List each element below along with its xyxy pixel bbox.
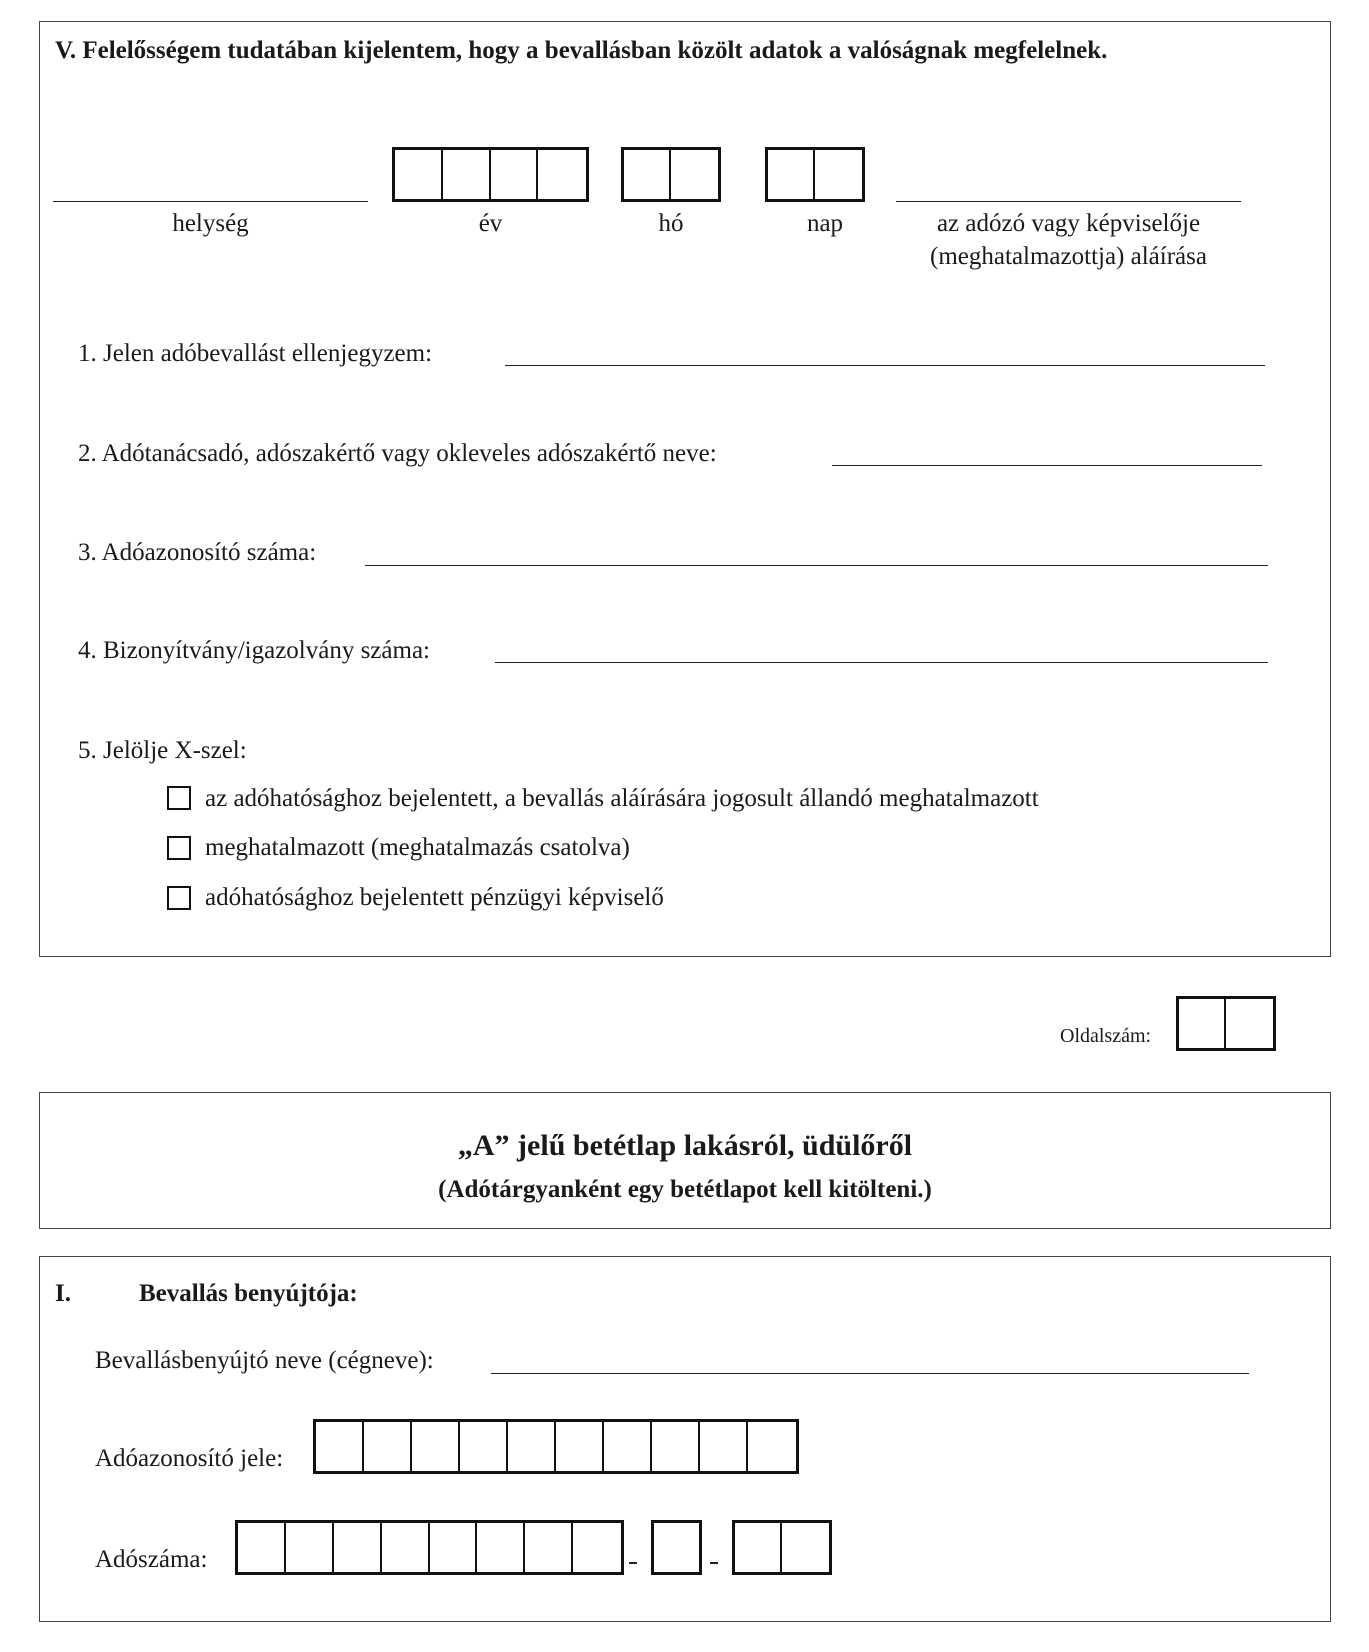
advisor-tax-id-label: 3. Adóazonosító száma: [78, 539, 317, 566]
day-boxes[interactable] [765, 147, 865, 202]
signature-label [896, 208, 1241, 273]
day-label: nap [806, 210, 844, 237]
year-boxes[interactable] [392, 147, 589, 202]
advisor-tax-id-field[interactable] [365, 565, 1268, 566]
authorized-representative-label: meghatalmazott (meghatalmazás csatolva) [205, 834, 630, 861]
certificate-number-label: 4. Bizonyítvány/igazolvány száma: [78, 637, 430, 664]
sheet-subtitle: (Adótárgyanként egy betétlapot kell kitölteni.) [438, 1176, 932, 1203]
tax-number-county-boxes[interactable] [732, 1520, 832, 1575]
submitter-name-field[interactable] [491, 1373, 1249, 1374]
countersign-field[interactable] [505, 365, 1265, 366]
signature-field[interactable] [896, 201, 1241, 202]
financial-representative-checkbox[interactable] [167, 886, 191, 910]
tax-number-main-boxes[interactable] [235, 1520, 624, 1575]
certificate-number-field[interactable] [495, 662, 1268, 663]
submitter-section-number: I. [55, 1280, 71, 1307]
submitter-name-label: Bevallásbenyújtó neve (cégneve): [95, 1347, 434, 1374]
signature-label-line-1: az adózó vagy képviselője [936, 210, 1201, 237]
tax-advisor-name-field[interactable] [832, 465, 1262, 466]
countersign-label: 1. Jelen adóbevallást ellenjegyzem: [78, 340, 433, 367]
place-field[interactable] [53, 201, 368, 202]
mark-with-x-label: 5. Jelölje X-szel: [78, 737, 247, 764]
signature-label-line-2: (meghatalmazottja) aláírása [930, 242, 1207, 270]
sheet-title: „A” jelű betétlap lakásról, üdülőről [457, 1129, 913, 1162]
permanent-representative-label: az adóhatósághoz bejelentett, a bevallás aláírására jogosult állandó meghatalmazott [205, 785, 1039, 812]
year-label: év [478, 210, 503, 237]
authorized-representative-checkbox[interactable] [167, 836, 191, 860]
tax-number-vat-box[interactable] [651, 1520, 702, 1575]
tax-id-boxes[interactable] [313, 1419, 799, 1474]
tax-number-separator-1 [629, 1562, 637, 1564]
month-label: hó [658, 210, 684, 237]
page-number-boxes[interactable] [1176, 996, 1276, 1051]
tax-number-separator-2 [710, 1562, 718, 1564]
place-label: helység [172, 210, 249, 237]
page-number-label: Oldalszám: [1060, 1025, 1152, 1047]
submitter-section-heading: Bevallás benyújtója: [139, 1280, 358, 1307]
financial-representative-label: adóhatósághoz bejelentett pénzügyi képviselő [205, 884, 664, 911]
tax-id-label: Adóazonosító jele: [95, 1445, 284, 1472]
permanent-representative-checkbox[interactable] [167, 786, 191, 810]
tax-advisor-name-label: 2. Adótanácsadó, adószakértő vagy okleveles adószakértő neve: [78, 440, 717, 467]
month-boxes[interactable] [621, 147, 721, 202]
tax-number-label: Adószáma: [95, 1546, 208, 1573]
declaration-heading: V. Felelősségem tudatában kijelentem, hogy a bevallásban közölt adatok a valóságnak megfelelnek. [55, 37, 1108, 64]
